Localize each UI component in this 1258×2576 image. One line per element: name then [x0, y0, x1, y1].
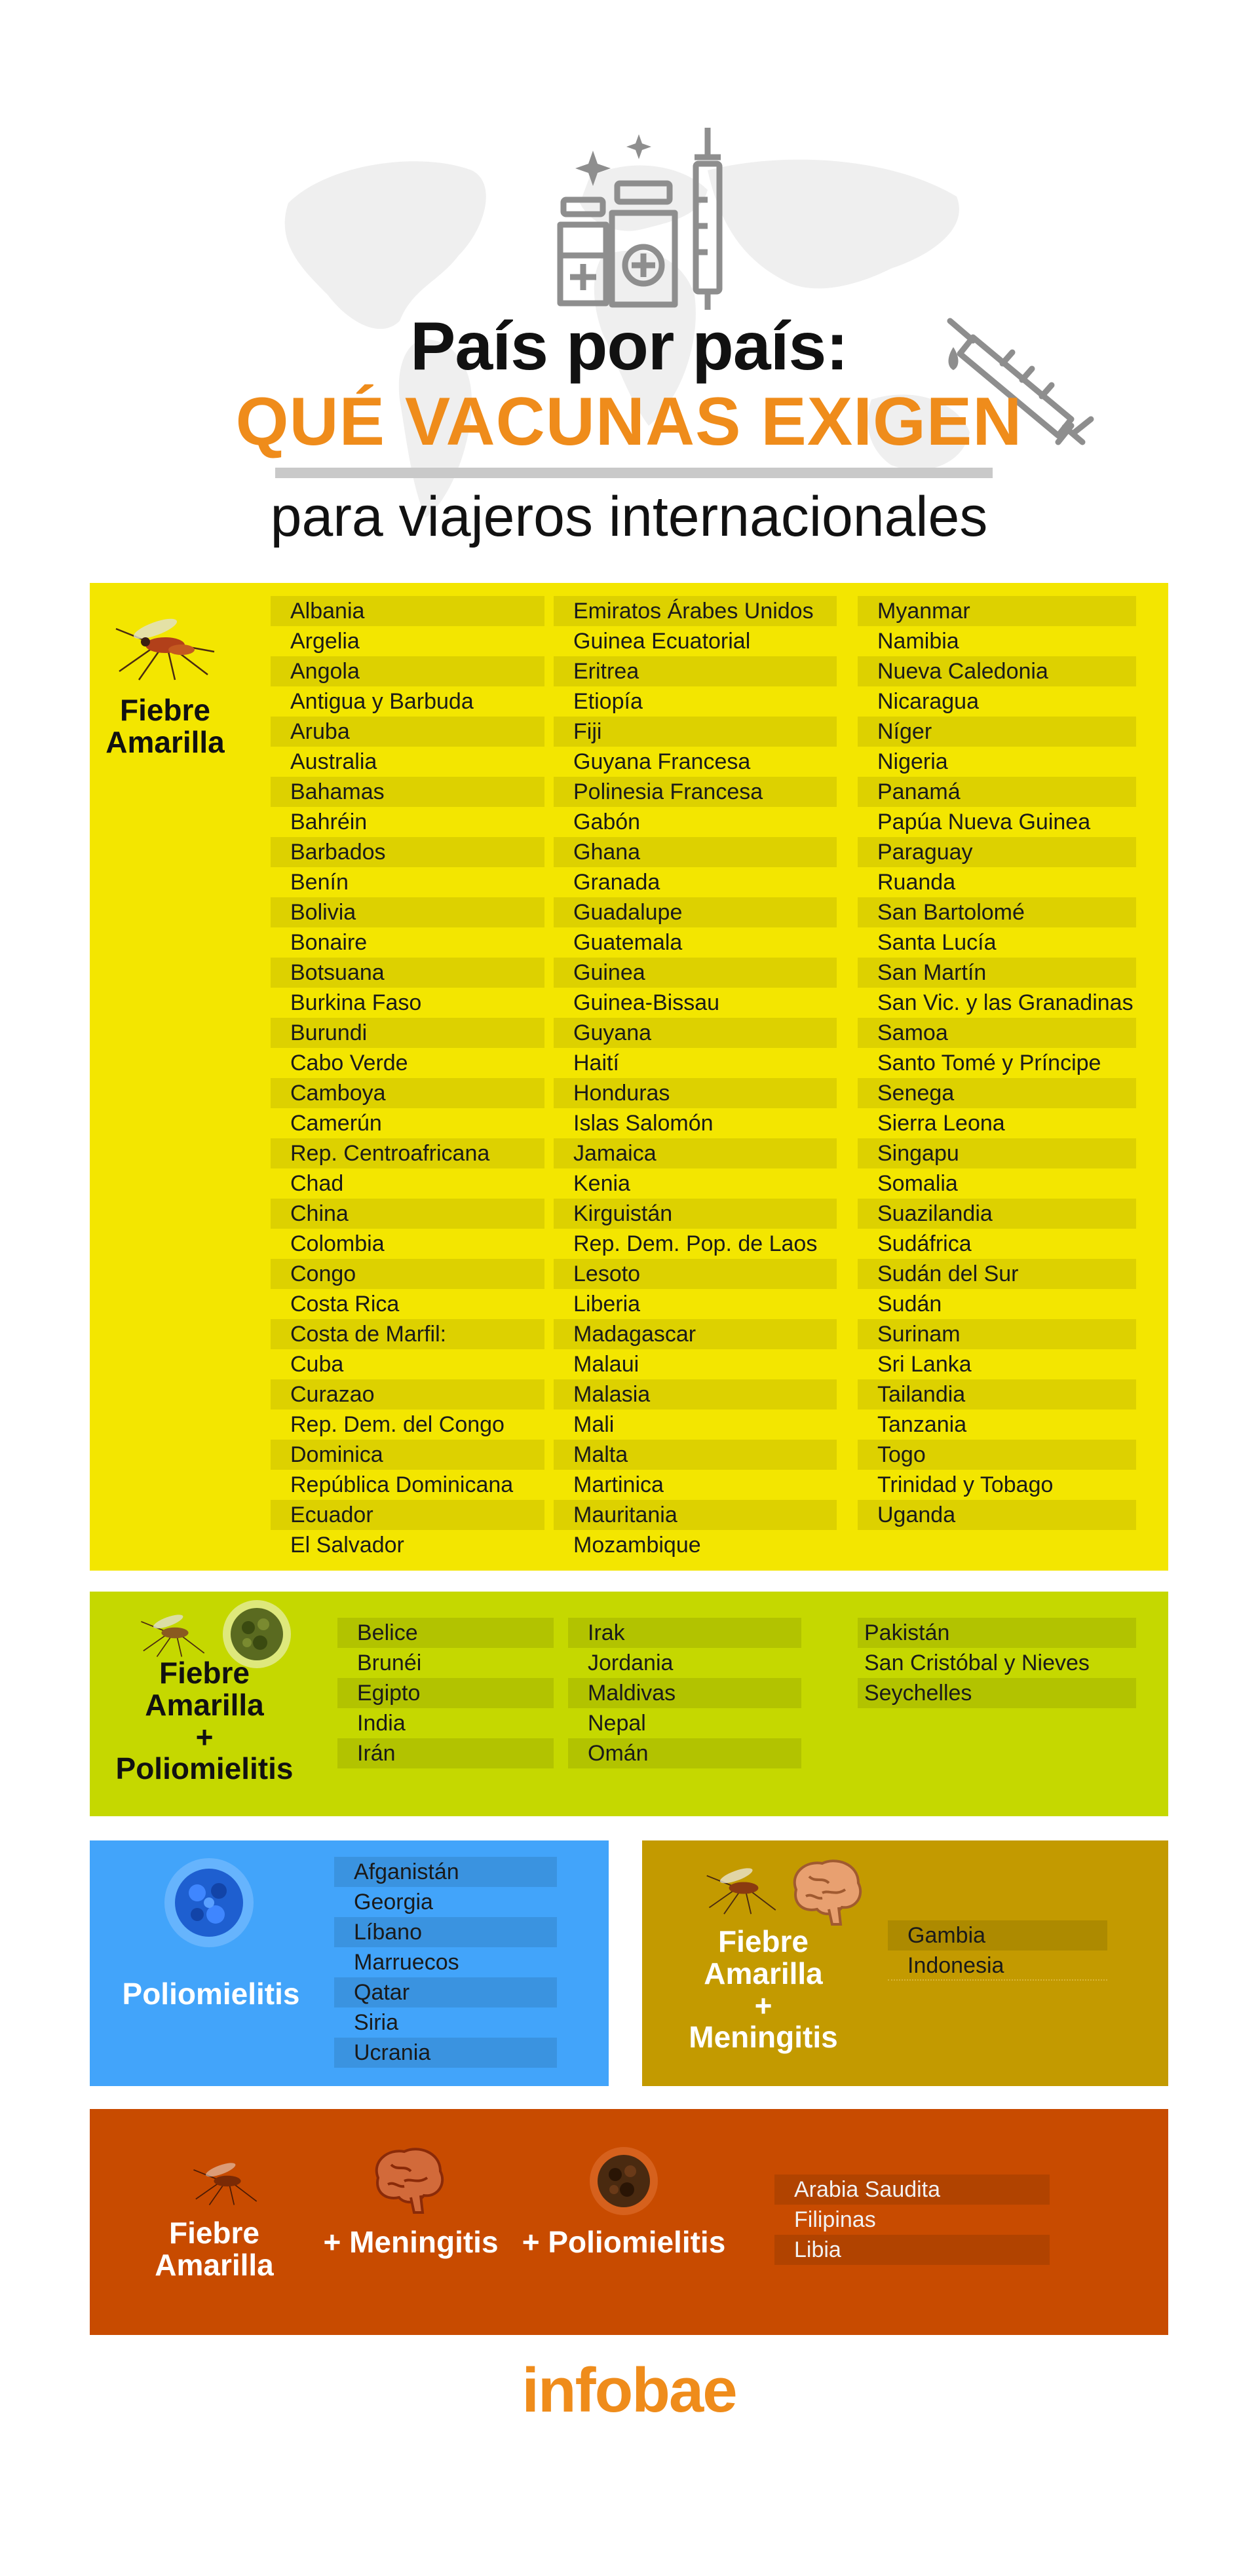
list-item: Guinea: [554, 958, 837, 988]
category-label: Fiebre Amarilla: [105, 693, 225, 759]
list-item: Malta: [554, 1440, 837, 1470]
list-item: San Martín: [858, 958, 1136, 988]
list-item: Nicaragua: [877, 689, 979, 714]
panel-fiebre-amarilla: [90, 583, 1168, 1571]
list-item: San Cristóbal y Nieves: [864, 1651, 1090, 1675]
list-item: Martinica: [573, 1472, 664, 1497]
list-item: China: [271, 1199, 544, 1229]
list-item: Namibia: [877, 629, 959, 654]
category-label: Poliomielitis: [122, 1977, 300, 2011]
list-item: Rep. Dem. del Congo: [290, 1412, 505, 1437]
list-item: Haití: [573, 1051, 619, 1075]
list-item: Gabón: [573, 810, 641, 834]
list-item: Sudán: [877, 1292, 942, 1316]
list-item: Curazao: [271, 1379, 544, 1409]
list-item: Congo: [271, 1259, 544, 1289]
list-item: Kirguistán: [554, 1199, 837, 1229]
list-item: Jamaica: [554, 1138, 837, 1168]
list-item: Islas Salomón: [573, 1111, 714, 1136]
list-item: Lesoto: [554, 1259, 837, 1289]
list-item: Surinam: [858, 1319, 1136, 1349]
list-item: Papúa Nueva Guinea: [877, 810, 1091, 834]
list-item: Fiji: [554, 717, 837, 747]
list-item: Pakistán: [858, 1618, 1136, 1648]
list-item: San Vic. y las Granadinas: [877, 990, 1134, 1015]
list-item: Granada: [573, 870, 660, 895]
list-item: Guatemala: [573, 930, 683, 955]
list-item: Irán: [337, 1738, 554, 1768]
category-label-fiebre-amarilla: Fiebre Amarilla: [155, 2216, 274, 2282]
list-item: Cabo Verde: [290, 1051, 408, 1075]
list-item: Etiopía: [573, 689, 643, 714]
mosquito-icon: [191, 2152, 263, 2211]
title-line-2-highlight: QUÉ VACUNAS EXIGEN: [235, 384, 1023, 460]
polio-virus-icon: [588, 2145, 660, 2217]
list-item: Samoa: [858, 1018, 1136, 1048]
list-item: Madagascar: [554, 1319, 837, 1349]
list-item: Libia: [774, 2235, 1050, 2265]
country-column-1: [271, 596, 544, 1560]
list-item: Botsuana: [271, 958, 544, 988]
list-item: Tailandia: [858, 1379, 1136, 1409]
list-item: Tanzania: [877, 1412, 967, 1437]
mosquito-icon: [113, 609, 218, 681]
list-item: Somalia: [877, 1171, 958, 1196]
list-item: Ruanda: [877, 870, 956, 895]
country-column-1: [337, 1618, 554, 1768]
list-item: Bahréin: [290, 810, 368, 834]
list-item: Singapu: [858, 1138, 1136, 1168]
list-item: Malaui: [573, 1352, 639, 1377]
list-item: Irak: [568, 1618, 801, 1648]
list-item: Aruba: [271, 717, 544, 747]
list-item: Nigeria: [877, 749, 948, 774]
title-underline: [275, 468, 993, 478]
vaccine-vials-icon: [544, 128, 740, 311]
list-item: Colombia: [290, 1231, 385, 1256]
list-item: Bahamas: [271, 777, 544, 807]
list-item: Arabia Saudita: [774, 2175, 1050, 2205]
list-item: Polinesia Francesa: [554, 777, 837, 807]
list-item: Senega: [858, 1078, 1136, 1108]
list-item: Afganistán: [334, 1857, 557, 1887]
list-item: Ghana: [554, 837, 837, 867]
list-item: Guyana: [554, 1018, 837, 1048]
category-label: Fiebre Amarilla + Poliomielitis: [115, 1656, 294, 1786]
list-item: Brunéi: [357, 1651, 422, 1675]
list-item: Guadalupe: [554, 897, 837, 927]
list-item: Camerún: [290, 1111, 382, 1136]
list-item: Belice: [337, 1618, 554, 1648]
list-item: Panamá: [858, 777, 1136, 807]
list-item: Antigua y Barbuda: [290, 689, 474, 714]
title-line-3: para viajeros internacionales: [270, 485, 988, 548]
list-item: Ecuador: [271, 1500, 544, 1530]
mosquito-icon: [139, 1603, 211, 1662]
list-item: Liberia: [573, 1292, 641, 1316]
list-item: Myanmar: [858, 596, 1136, 626]
list-item: Barbados: [271, 837, 544, 867]
list-item: Togo: [858, 1440, 1136, 1470]
country-column: [334, 1857, 557, 2068]
list-item: Qatar: [334, 1977, 557, 2007]
list-item: India: [357, 1711, 406, 1736]
list-item: Guinea-Bissau: [573, 990, 720, 1015]
list-item: Jordania: [588, 1651, 674, 1675]
list-item: Nueva Caledonia: [858, 656, 1136, 686]
list-item: Ucrania: [334, 2038, 557, 2068]
list-item: Marruecos: [354, 1950, 459, 1975]
list-item: Costa de Marfil:: [271, 1319, 544, 1349]
list-item: Sudán del Sur: [858, 1259, 1136, 1289]
list-item: Guyana Francesa: [573, 749, 751, 774]
list-item: Suazilandia: [858, 1199, 1136, 1229]
title-line-1: País por país:: [410, 308, 848, 384]
list-item: Australia: [290, 749, 377, 774]
brain-icon: [365, 2142, 450, 2214]
country-column: [774, 2175, 1050, 2265]
list-item: Dominica: [271, 1440, 544, 1470]
list-item: Costa Rica: [290, 1292, 400, 1316]
list-item: Albania: [271, 596, 544, 626]
list-item: Camboya: [271, 1078, 544, 1108]
list-item: Santa Lucía: [877, 930, 997, 955]
list-item: Nepal: [588, 1711, 646, 1736]
list-item: Egipto: [337, 1678, 554, 1708]
list-item: Omán: [568, 1738, 801, 1768]
list-item: Kenia: [573, 1171, 630, 1196]
list-item: Filipinas: [794, 2207, 876, 2232]
category-label: Fiebre Amarilla + Meningitis: [689, 1924, 838, 2055]
list-item: Indonesia: [888, 1951, 1107, 1981]
list-item: Siria: [354, 2010, 399, 2035]
list-item: Emiratos Árabes Unidos: [554, 596, 837, 626]
list-item: Maldivas: [568, 1678, 801, 1708]
brain-icon: [783, 1854, 868, 1926]
country-column-3: [858, 1618, 1136, 1708]
list-item: Sierra Leona: [877, 1111, 1005, 1136]
list-item: Trinidad y Tobago: [877, 1472, 1054, 1497]
list-item: Bolivia: [271, 897, 544, 927]
country-column-2: [568, 1618, 801, 1768]
list-item: Líbano: [334, 1917, 557, 1947]
list-item: Gambia: [888, 1920, 1107, 1951]
infobae-logo: infobae: [522, 2355, 736, 2425]
country-column-2: [554, 596, 837, 1560]
list-item: Mali: [573, 1412, 615, 1437]
country-column-3: [858, 596, 1136, 1530]
list-item: San Bartolomé: [858, 897, 1136, 927]
list-item: Rep. Centroafricana: [271, 1138, 544, 1168]
list-item: Bonaire: [290, 930, 368, 955]
panel-fiebre-amarilla-meningitis: [642, 1840, 1168, 2086]
list-item: Paraguay: [858, 837, 1136, 867]
country-column: [888, 1920, 1107, 1981]
list-item: Mauritania: [554, 1500, 837, 1530]
list-item: Mozambique: [573, 1533, 701, 1558]
polio-virus-icon: [163, 1857, 255, 1949]
list-item: Sri Lanka: [877, 1352, 972, 1377]
list-item: Angola: [271, 656, 544, 686]
list-item: Seychelles: [858, 1678, 1136, 1708]
list-item: Eritrea: [554, 656, 837, 686]
panel-fiebre-amarilla-poliomielitis: [90, 1592, 1168, 1816]
list-item: Cuba: [290, 1352, 344, 1377]
list-item: Benín: [290, 870, 349, 895]
list-item: Uganda: [858, 1500, 1136, 1530]
list-item: Burundi: [271, 1018, 544, 1048]
panel-poliomielitis: [90, 1840, 609, 2086]
category-label-poliomielitis: + Poliomielitis: [522, 2225, 726, 2259]
list-item: Georgia: [354, 1890, 433, 1914]
list-item: Argelia: [290, 629, 360, 654]
list-item: El Salvador: [290, 1533, 404, 1558]
list-item: Rep. Dem. Pop. de Laos: [573, 1231, 818, 1256]
panel-fiebre-meningitis-poliomielitis: [90, 2109, 1168, 2335]
list-item: República Dominicana: [290, 1472, 514, 1497]
list-item: Malasia: [554, 1379, 837, 1409]
list-item: Burkina Faso: [290, 990, 422, 1015]
list-item: Santo Tomé y Príncipe: [877, 1051, 1101, 1075]
list-item: Níger: [858, 717, 1136, 747]
mosquito-icon: [704, 1857, 783, 1919]
list-item: Honduras: [554, 1078, 837, 1108]
list-item: Sudáfrica: [877, 1231, 972, 1256]
category-label-meningitis: + Meningitis: [323, 2225, 499, 2259]
list-item: Chad: [290, 1171, 344, 1196]
list-item: Guinea Ecuatorial: [573, 629, 751, 654]
